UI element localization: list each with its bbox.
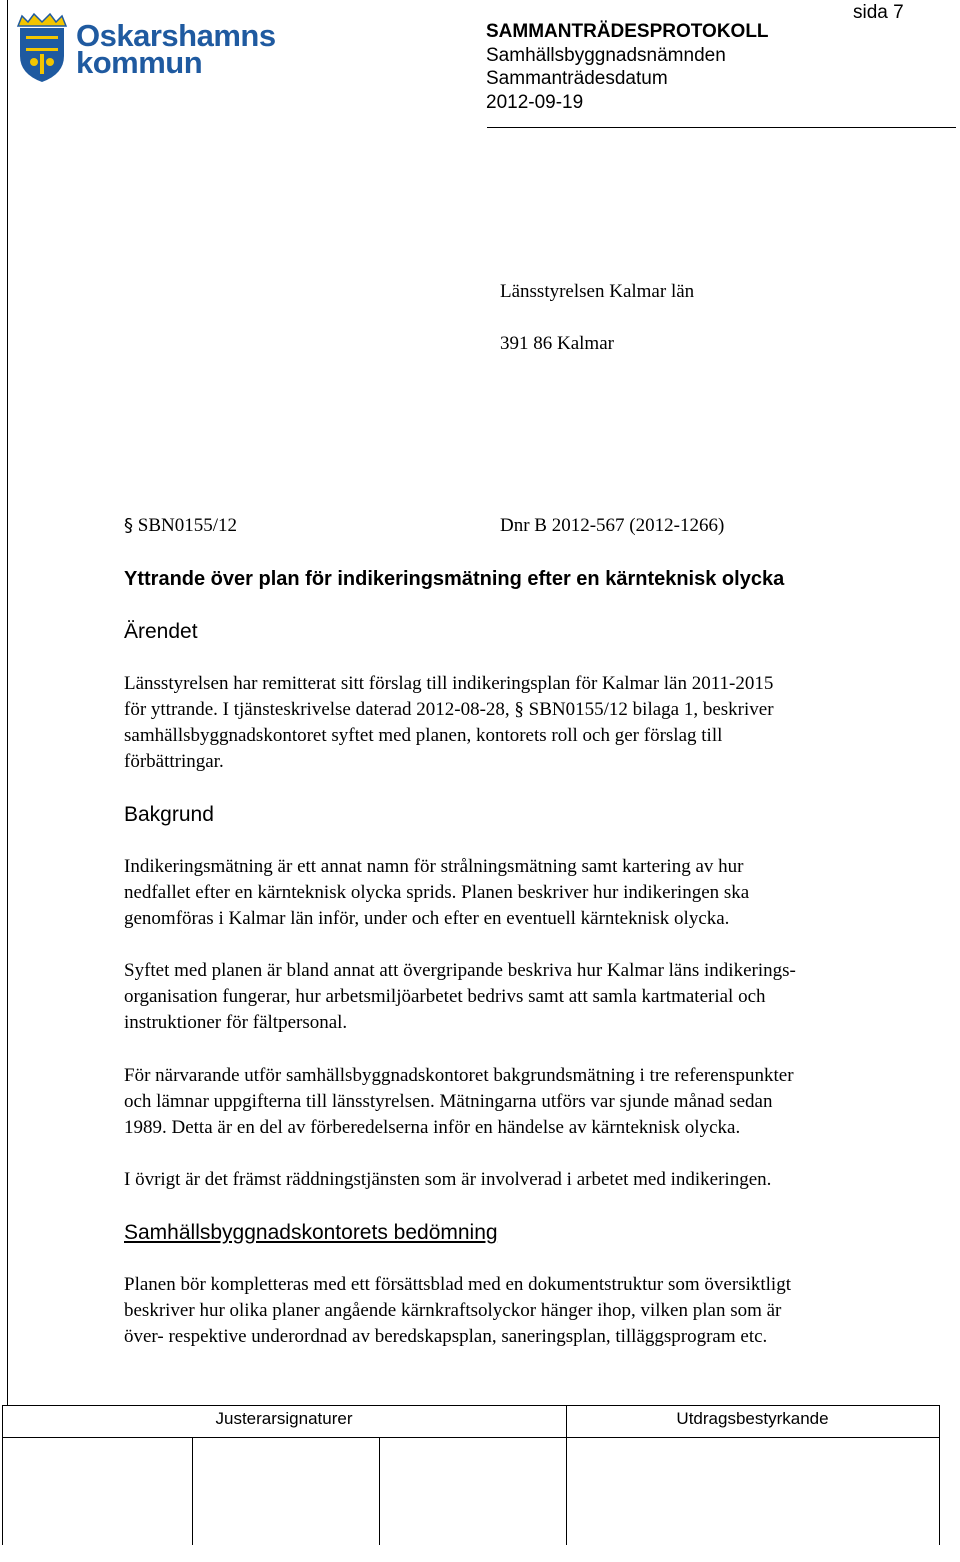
text-line: Länsstyrelsen har remitterat sitt förslag till indikeringsplan för Kalmar län 2011-2015 <box>124 673 774 694</box>
bakgrund-paragraph-4 <box>124 1167 934 1193</box>
recipient-name: Länsstyrelsen Kalmar län <box>500 281 695 302</box>
text-line: för yttrande. I tjänsteskrivelse daterad 2012-08-28, § SBN0155/12 bilaga 1, beskriver <box>124 699 774 720</box>
justerare-label: Justerarsignaturer <box>215 1409 353 1428</box>
protocol-title: SAMMANTRÄDESPROTOKOLL <box>486 21 769 42</box>
case-heading: Yttrande över plan för indikeringsmätning efter en kärnteknisk olycka <box>124 568 785 590</box>
page-number: sida 7 <box>853 2 904 23</box>
text-line: genomföras i Kalmar län inför, under och efter en eventuell kärnteknisk olycka. <box>124 908 730 929</box>
meeting-date-label: Sammanträdesdatum <box>486 68 668 89</box>
signature-table <box>2 1405 940 1545</box>
section-title-bakgrund: Bakgrund <box>124 803 214 826</box>
header-rule <box>487 127 956 128</box>
logo-wordmark <box>76 18 276 80</box>
signature-cell-1[interactable] <box>3 1438 192 1545</box>
text-line: instruktioner för fältpersonal. <box>124 1012 348 1033</box>
text-line: organisation fungerar, hur arbetsmiljöarbetet bedrivs samt att samla kartmaterial och <box>124 986 766 1007</box>
text-line: nedfallet efter en kärnteknisk olycka sprids. Planen beskriver hur indikeringen ska <box>124 882 750 903</box>
text-line: Planen bör kompletteras med ett försättsblad med en dokumentstruktur som översiktligt <box>124 1274 791 1295</box>
section-title-bedomning: Samhällsbyggnadskontorets bedömning <box>124 1221 498 1244</box>
logo-line-2: kommun <box>76 45 203 80</box>
logo-line-1: Oskarshamns <box>76 18 276 53</box>
text-line: förbättringar. <box>124 751 224 772</box>
recipient-postal: 391 86 Kalmar <box>500 333 614 354</box>
committee-name: Samhällsbyggnadsnämnden <box>486 44 726 66</box>
text-line: Indikeringsmätning är ett annat namn för strålningsmätning samt kartering av hur <box>124 856 744 877</box>
text-line: och lämnar uppgifterna till länsstyrelsen. Mätningarna utförs var sjunde månad sedan <box>124 1091 773 1112</box>
arendet-paragraph <box>124 671 934 775</box>
text-line: beskriver hur olika planer angående kärnkraftsolyckor hänger ihop, vilken plan som är <box>124 1300 782 1321</box>
paragraph-symbol: § <box>124 515 133 536</box>
bakgrund-paragraph-1 <box>124 854 934 932</box>
coat-of-arms-icon <box>14 12 70 84</box>
text-line: Syftet med planen är bland annat att övergripande beskriva hur Kalmar läns indikerings- <box>124 960 796 981</box>
signature-cell-2[interactable] <box>193 1438 379 1545</box>
signature-cell-3[interactable] <box>380 1438 566 1545</box>
text-line: 1989. Detta är en del av förberedelserna inför en händelse av kärnteknisk olycka. <box>124 1117 741 1138</box>
text-line: över- respektive underordnad av beredskapsplan, saneringsplan, tilläggsprogram etc. <box>124 1326 768 1347</box>
case-row <box>124 513 237 539</box>
municipality-logo <box>14 12 276 86</box>
document-header <box>486 20 769 114</box>
left-margin-rule <box>7 0 8 1405</box>
text-line: samhällsbyggnadskontoret syftet med planen, kontorets roll och ger förslag till <box>124 725 723 746</box>
section-title-arendet: Ärendet <box>124 620 198 643</box>
bakgrund-paragraph-3 <box>124 1063 934 1141</box>
bakgrund-paragraph-2 <box>124 958 934 1036</box>
utdrag-label: Utdragsbestyrkande <box>676 1409 829 1428</box>
meeting-date: 2012-09-19 <box>486 91 584 113</box>
case-number: SBN0155/12 <box>137 515 237 536</box>
diary-number: Dnr B 2012-567 (2012-1266) <box>500 515 725 536</box>
attestation-cell[interactable] <box>567 1438 939 1545</box>
text-line: För närvarande utför samhällsbyggnadskontoret bakgrundsmätning i tre referenspunkter <box>124 1065 794 1086</box>
text-line: I övrigt är det främst räddningstjänsten som är involverad i arbetet med indikeringen. <box>124 1169 772 1190</box>
bedomning-paragraph <box>124 1272 934 1350</box>
